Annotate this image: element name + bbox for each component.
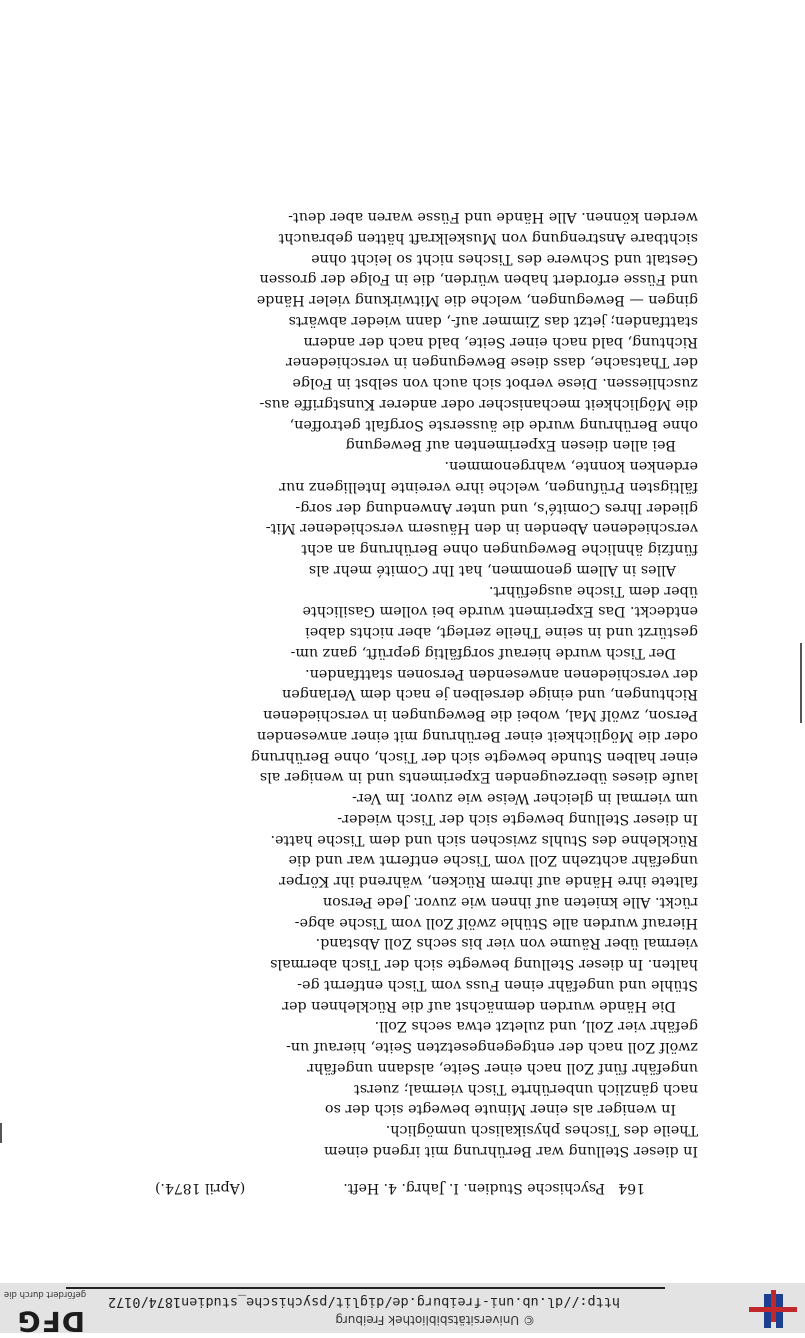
text-line: zwölf Zoll nach der entgegengesetzten Seite, hierauf un- (285, 1039, 698, 1056)
text-line: über dem Tische ausgeführt. (488, 582, 698, 599)
copyright-notice: © Universitätsbibliothek Freiburg (335, 1313, 535, 1327)
digitization-credit-band (0, 1283, 805, 1338)
text-line: gefähr vier Zoll, und zuletzt etwa sechs Zoll. (374, 1018, 698, 1035)
text-line: laufe dieses überzeugenden Experiments und in weniger als (259, 769, 698, 786)
text-line: die Möglichkeit mechanischer oder anderer Kunstgriffe aus- (259, 396, 698, 412)
funded-by-label: gefördert durch die (3, 1289, 87, 1299)
text-line: erdenken konnte, wahrgenommen. (444, 458, 698, 475)
text-line: Theile des Tisches physikalisch unmöglich. (385, 1122, 698, 1139)
article-body (106, 207, 698, 1162)
text-line: und Füsse erfordert haben würden, die in Folge der grossen (259, 271, 698, 288)
text-line: gestürzt und in seine Theile zerlegt, aber nichts dabei (305, 624, 698, 641)
running-head (155, 1176, 645, 1196)
text-line: werden können. Alle Hände und Füsse waren aber deut- (288, 209, 698, 226)
text-line: entdeckt. Das Experiment wurde bei vollem Gasilichte (302, 603, 698, 620)
text-line: Die Hände wurden demnächst auf die Rücklehnen der (282, 997, 676, 1014)
text-line: ungefähr achtzehn Zoll vom Tische entfernt war und die (288, 852, 698, 869)
text-line: Stühle und ungefähr einen Fuss vom Tisch entfernt ge- (297, 977, 698, 993)
text-line: oder die Möglichkeit einer Berührung mit einer anwesenden (256, 728, 698, 744)
text-line: gingen — Bewegungen, welche die Mitwirkung vieler Hände (256, 292, 698, 309)
text-line: Person, zwölf Mal, wobei die Bewegungen in verschiedenen (263, 707, 698, 724)
text-line: einer halben Stunde bewegte sich der Tisch, ohne Berührung (250, 748, 698, 765)
text-line: der verschiedenen anwesenden Personen stattfanden. (305, 665, 698, 682)
page-number: 164 (618, 1180, 645, 1196)
text-line: In dieser Stellung war Berührung mit irgend einem (324, 1143, 698, 1159)
text-line: faltete ihre Hände auf ihrem Rücken, während ihr Körper (279, 873, 698, 890)
text-line: sichtbare Anstrengung von Muskelkraft hätten gebraucht (278, 230, 698, 246)
dfg-logo: DFG (16, 1305, 85, 1338)
text-line: viermal über Räume von vier bis sechs Zoll Abstand. (315, 935, 698, 952)
text-line: Alles in Allem genommen, hat Ihr Comité mehr als (308, 562, 676, 578)
text-line: In dieser Stellung bewegte sich der Tisch wieder- (337, 811, 698, 827)
text-line: verschiedenen Abenden in den Häusern verschiedener Mit- (265, 520, 698, 537)
issue-date: (April 1874.) (155, 1180, 246, 1196)
text-line: Bei allen diesen Experimenten auf Bewegung (345, 437, 676, 454)
text-line: zuschliessen. Diese verbot sich auch von selbst in Folge (292, 375, 698, 392)
text-line: Gestalt und Schwere des Tisches nicht so leicht ohne (311, 250, 698, 267)
text-line: rückt. Alle knieten auf ihnen wie zuvor. Jede Person (322, 894, 698, 910)
source-url[interactable]: http://dl.ub.uni-freiburg.de/diglit/psychische_studien1874/0172 (107, 1294, 620, 1310)
page-edge-mark (800, 643, 802, 723)
text-line: nach gänzlich unberührte Tisch viermal; zuerst (354, 1080, 698, 1097)
text-line: ohne Berührung wurde die äusserste Sorgfalt getroffen, (289, 416, 698, 433)
text-line: Richtungen, und einige derselben je nach dem Verlangen (282, 686, 698, 703)
text-line: stattfanden; jetzt das Zimmer auf-, dann wieder abwärts (288, 313, 698, 329)
text-line: Hierauf wurden alle Stühle zwölf Zoll vom Tische abge- (294, 914, 698, 931)
university-library-logo-icon (741, 1284, 805, 1332)
text-line: ungefähr fünf Zoll nach einer Seite, alsdann ungefähr (307, 1060, 698, 1076)
text-line: halten. In dieser Stellung bewegte sich der Tisch abermals (270, 956, 698, 973)
text-line: der Thatsache, dass diese Bewegungen in verschiedener (285, 354, 698, 371)
page-edge-mark (0, 1123, 2, 1143)
band-divider (66, 1287, 665, 1289)
text-line: Der Tisch wurde hierauf sorgfältig geprüft, ganz um- (290, 645, 676, 661)
text-line: um viermal in gleicher Weise wie zuvor. Im Ver- (352, 790, 698, 807)
journal-title: Psychische Studien. I. Jahrg. 4. Heft. (343, 1180, 605, 1196)
text-line: fünfzig ähnliche Bewegungen ohne Berührung an acht (301, 541, 698, 558)
text-line: Richtung, bald nach einer Seite, bald nach der andern (303, 333, 698, 350)
text-line: In weniger als einer Minute bewegte sich der so (324, 1101, 676, 1118)
text-line: Rücklehne des Stuhls zwischen sich und dem Tische hatte. (270, 831, 698, 848)
text-line: fältigsten Prüfungen, welche ihre vereinte Intelligenz nur (279, 479, 698, 495)
text-line: glieder Ihres Comité's, und unter Anwendung der sorg- (295, 499, 698, 516)
